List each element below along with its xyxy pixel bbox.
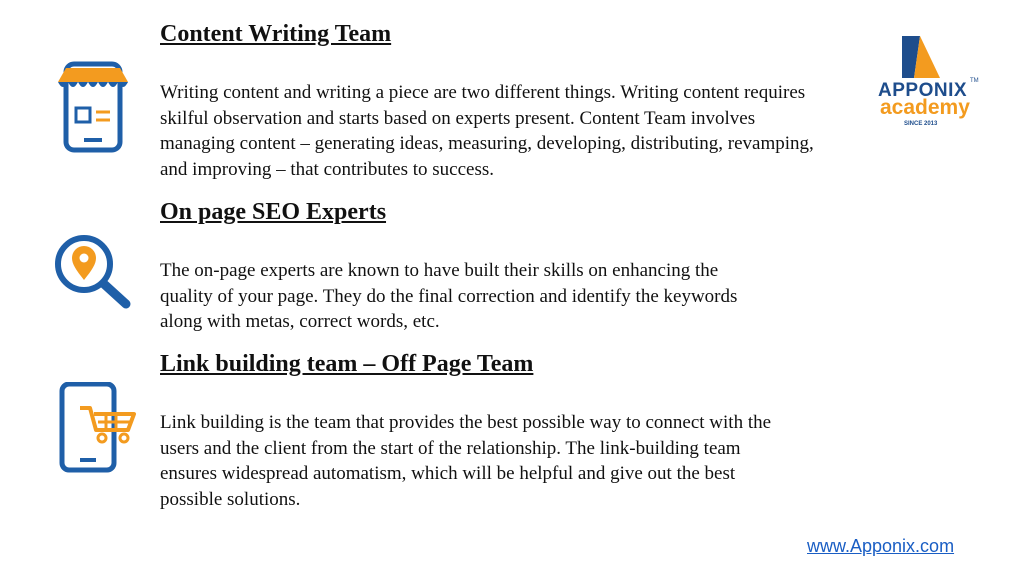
mobile-cart-icon — [56, 382, 140, 474]
logo-brand: APPONIX — [878, 80, 968, 101]
section-seo-experts — [160, 198, 780, 338]
logo-sub: academy — [880, 96, 970, 119]
location-search-icon — [52, 232, 134, 310]
section-body: The on-page experts are known to have built their skills on enhancing the quality of your page. They do the final correction and identify the keywords along with metas, correct words, etc. — [160, 260, 738, 333]
logo-since: SINCE 2013 — [904, 121, 938, 127]
section-title: On page SEO Experts — [160, 199, 387, 225]
section-body: Link building is the team that provides the best possible way to connect with the users and the client from the start of the relationship. The link-building team ensures widespread automatism, which will be helpful and give out the best possible solutions. — [160, 412, 772, 510]
storefront-icon — [52, 60, 134, 154]
website-link[interactable]: www.Apponix.com — [807, 536, 955, 556]
logo-tm: TM — [970, 78, 979, 84]
apponix-logo — [866, 32, 980, 132]
section-body: Writing content and writing a piece are two different things. Writing content requires skilful observation and starts based on experts present. Content Team involves managing content – generating ideas, measuring, developing, distributing, revamping, and improving – that contributes to success. — [160, 82, 814, 180]
section-link-building — [160, 350, 800, 520]
logo-mark-icon — [866, 32, 980, 82]
section-title: Link building team – Off Page Team — [160, 351, 534, 377]
section-content-writing — [160, 20, 840, 185]
section-title: Content Writing Team — [160, 21, 392, 47]
